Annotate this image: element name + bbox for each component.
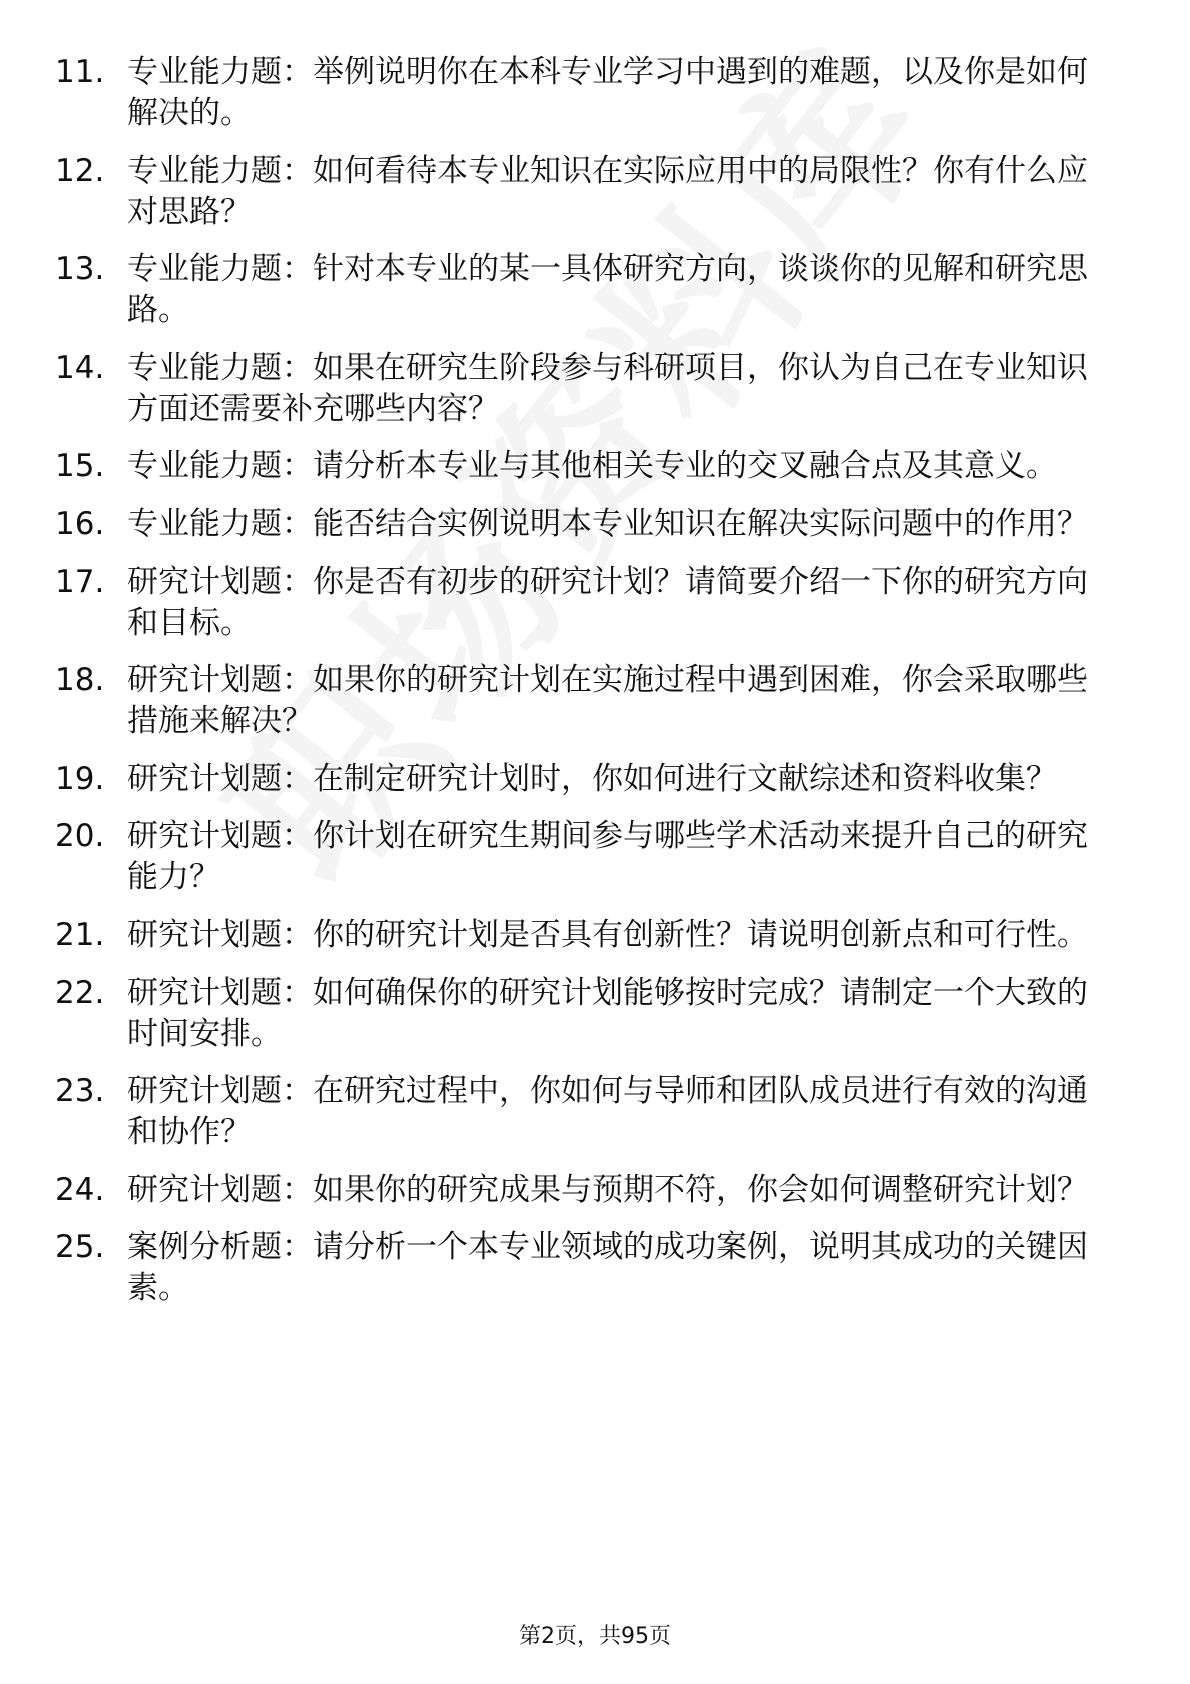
question-number: 16.: [55, 505, 105, 542]
question-item: [55, 816, 1115, 898]
question-category: 研究计划题：: [127, 1073, 313, 1110]
question-body: [127, 348, 1115, 430]
question-text: 如何看待本专业知识在实际应用中的局限性？你有什么应对思路？: [127, 152, 1088, 230]
question-category: 研究计划题：: [127, 760, 313, 797]
question-number: 20.: [55, 818, 105, 855]
question-body: [127, 249, 1115, 331]
question-category: 研究计划题：: [127, 662, 313, 699]
question-text: 如果你的研究成果与预期不符，你会如何调整研究计划？: [313, 1171, 1088, 1208]
page-number-footer: 第2页，共95页: [519, 1624, 671, 1649]
question-number: 23.: [55, 1073, 105, 1110]
question-number: 22.: [55, 974, 105, 1011]
question-body: [127, 151, 1115, 233]
question-category: 专业能力题：: [127, 152, 313, 189]
question-body: [127, 446, 1115, 487]
question-item: [55, 249, 1115, 331]
question-number: 17.: [55, 563, 105, 600]
question-category: 案例分析题：: [127, 1229, 313, 1266]
question-item: [55, 504, 1115, 545]
question-item: [55, 1071, 1115, 1153]
question-item: [55, 1170, 1115, 1211]
question-text: 如何确保你的研究计划能够按时完成？请制定一个大致的时间安排。: [127, 974, 1088, 1052]
question-text: 能否结合实例说明本专业知识在解决实际问题中的作用？: [313, 505, 1088, 542]
question-text: 你计划在研究生期间参与哪些学术活动来提升自己的研究能力？: [127, 818, 1088, 896]
question-number: 14.: [55, 349, 105, 386]
question-category: 专业能力题：: [127, 54, 313, 90]
question-number: 12.: [55, 152, 105, 189]
question-text: 举例说明你在本科专业学习中遇到的难题，以及你是如何解决的。: [127, 54, 1088, 131]
question-number: 11.: [55, 54, 105, 90]
question-number: 13.: [55, 251, 105, 288]
question-text: 如果你的研究计划在实施过程中遇到困难，你会采取哪些措施来解决？: [127, 662, 1088, 740]
question-item: [55, 562, 1115, 644]
question-category: 专业能力题：: [127, 349, 313, 386]
question-body: [127, 52, 1115, 134]
question-number: 25.: [55, 1229, 105, 1266]
question-item: [55, 52, 1115, 134]
question-number: 18.: [55, 662, 105, 699]
question-number: 21.: [55, 916, 105, 953]
question-item: [55, 151, 1115, 233]
question-text: 你的研究计划是否具有创新性？请说明创新点和可行性。: [313, 916, 1088, 953]
question-body: [127, 759, 1115, 800]
question-category: 专业能力题：: [127, 505, 313, 542]
question-category: 研究计划题：: [127, 563, 313, 600]
question-body: [127, 1170, 1115, 1211]
question-item: [55, 446, 1115, 487]
question-category: 研究计划题：: [127, 974, 313, 1011]
question-category: 研究计划题：: [127, 818, 313, 855]
question-number: 15.: [55, 448, 105, 485]
question-text: 如果在研究生阶段参与科研项目，你认为自己在专业知识方面还需要补充哪些内容？: [127, 349, 1088, 427]
question-text: 针对本专业的某一具体研究方向，谈谈你的见解和研究思路。: [127, 251, 1088, 329]
question-text: 请分析本专业与其他相关专业的交叉融合点及其意义。: [313, 448, 1057, 485]
question-item: [55, 915, 1115, 956]
question-item: [55, 660, 1115, 742]
question-item: [55, 348, 1115, 430]
question-body: [127, 1071, 1115, 1153]
question-text: 在制定研究计划时，你如何进行文献综述和资料收集？: [313, 760, 1057, 797]
question-category: 专业能力题：: [127, 251, 313, 288]
question-list: [55, 52, 1115, 1326]
question-item: [55, 973, 1115, 1055]
question-body: [127, 660, 1115, 742]
question-text: 你是否有初步的研究计划？请简要介绍一下你的研究方向和目标。: [127, 563, 1088, 641]
question-text: 请分析一个本专业领域的成功案例，说明其成功的关键因素。: [127, 1229, 1088, 1307]
question-category: 研究计划题：: [127, 916, 313, 953]
question-text: 在研究过程中，你如何与导师和团队成员进行有效的沟通和协作？: [127, 1073, 1088, 1151]
question-body: [127, 1227, 1115, 1309]
question-item: [55, 1227, 1115, 1309]
question-item: [55, 759, 1115, 800]
question-number: 19.: [55, 760, 105, 797]
question-body: [127, 915, 1115, 956]
question-number: 24.: [55, 1171, 105, 1208]
question-body: [127, 816, 1115, 898]
question-body: [127, 973, 1115, 1055]
question-category: 研究计划题：: [127, 1171, 313, 1208]
question-category: 专业能力题：: [127, 448, 313, 485]
question-body: [127, 504, 1115, 545]
question-body: [127, 562, 1115, 644]
